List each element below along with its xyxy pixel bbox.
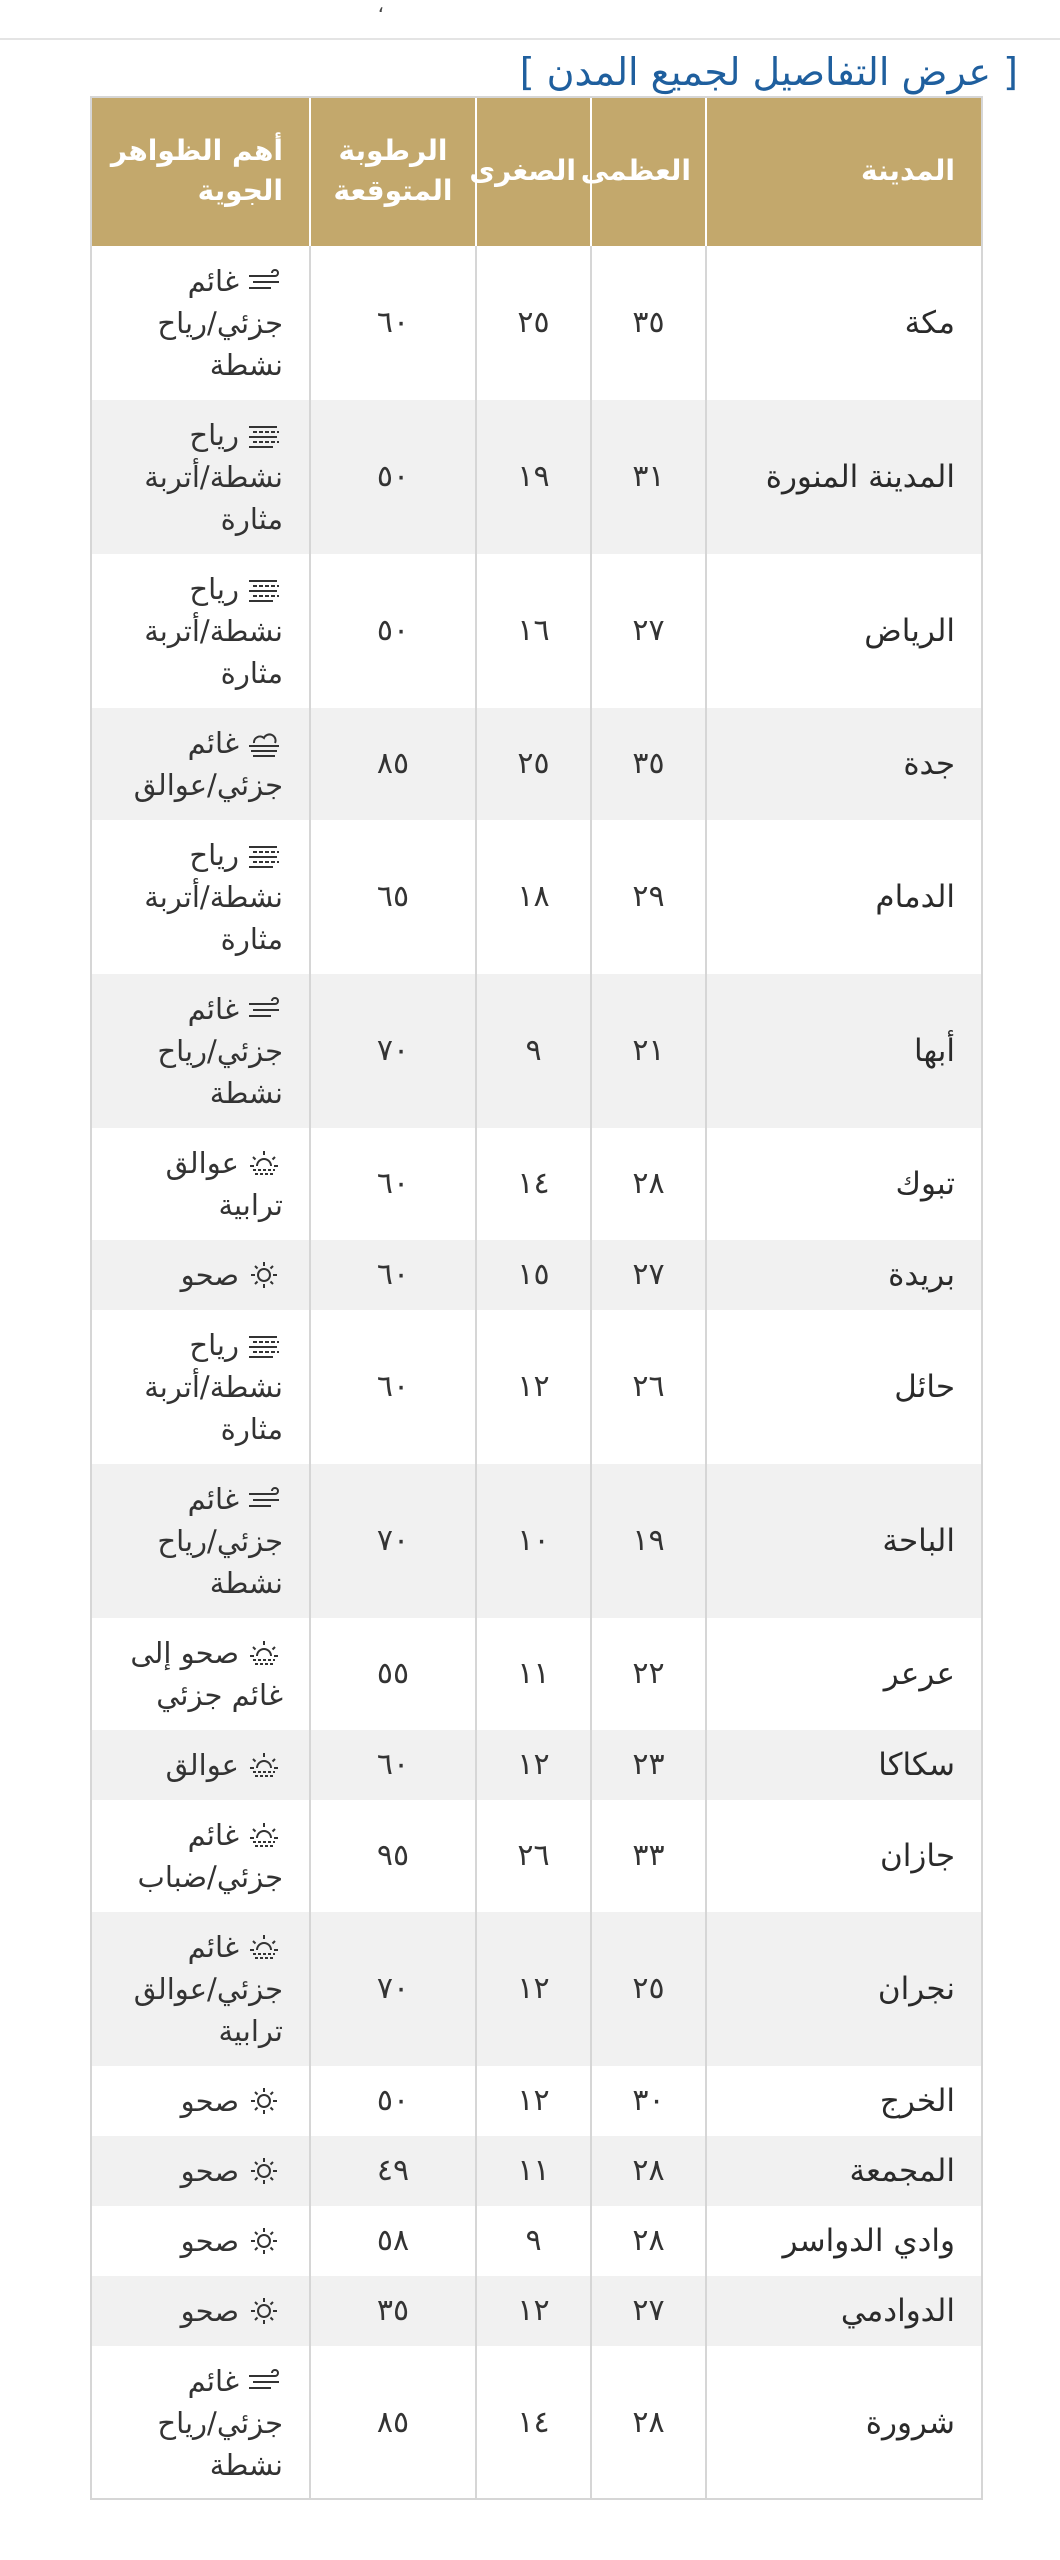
weather-cell bbox=[90, 1800, 310, 1912]
city-cell: الباحة bbox=[706, 1464, 983, 1618]
min-temp-cell: ١٨ bbox=[476, 820, 591, 974]
min-temp-cell: ٢٦ bbox=[476, 1800, 591, 1912]
city-cell: جازان bbox=[706, 1800, 983, 1912]
weather-text: رياح نشطة/أتربة مثارة bbox=[144, 418, 283, 536]
max-temp-cell: ٢٨ bbox=[591, 2136, 706, 2206]
table-row bbox=[90, 246, 983, 400]
humidity-cell: ٤٩ bbox=[310, 2136, 476, 2206]
max-temp-cell: ٢٧ bbox=[591, 554, 706, 708]
weather-text: صحو bbox=[180, 2084, 239, 2118]
header-city: المدينة bbox=[706, 96, 983, 246]
min-temp-cell: ١٤ bbox=[476, 2346, 591, 2500]
max-temp-cell: ٢٨ bbox=[591, 2346, 706, 2500]
table-row bbox=[90, 1618, 983, 1730]
wind-cloud-icon bbox=[245, 1482, 283, 1510]
weather-text: صحو إلى غائم جزئي bbox=[130, 1636, 283, 1712]
header-max-temp: العظمى bbox=[591, 96, 706, 246]
weather-cell bbox=[90, 1310, 310, 1464]
min-temp-cell: ١٢ bbox=[476, 2276, 591, 2346]
header-humidity: الرطوبة المتوقعة bbox=[310, 96, 476, 246]
table-header-row bbox=[90, 96, 983, 246]
weather-text: عوالق ترابية bbox=[165, 1146, 283, 1222]
weather-cell bbox=[90, 1912, 310, 2066]
weather-text: صحو bbox=[180, 2154, 239, 2188]
city-cell: تبوك bbox=[706, 1128, 983, 1240]
weather-cell bbox=[90, 2346, 310, 2500]
city-cell: مكة bbox=[706, 246, 983, 400]
sun-icon bbox=[245, 1258, 283, 1286]
table-row bbox=[90, 708, 983, 820]
max-temp-cell: ٣٥ bbox=[591, 708, 706, 820]
weather-cell bbox=[90, 1730, 310, 1800]
weather-cell bbox=[90, 2206, 310, 2276]
min-temp-cell: ١٢ bbox=[476, 1730, 591, 1800]
header-weather: أهم الظواهر الجوية bbox=[90, 96, 310, 246]
table-row bbox=[90, 1800, 983, 1912]
sun-icon bbox=[245, 2294, 283, 2322]
city-cell: الدوادمي bbox=[706, 2276, 983, 2346]
city-cell: عرعر bbox=[706, 1618, 983, 1730]
header-min-temp: الصغرى bbox=[476, 96, 591, 246]
weather-text: عوالق bbox=[165, 1748, 239, 1782]
min-temp-cell: ١٦ bbox=[476, 554, 591, 708]
min-temp-cell: ١١ bbox=[476, 2136, 591, 2206]
max-temp-cell: ٢٨ bbox=[591, 2206, 706, 2276]
max-temp-cell: ٢٥ bbox=[591, 1912, 706, 2066]
weather-cell bbox=[90, 974, 310, 1128]
dust-wind-icon bbox=[245, 1328, 283, 1356]
city-cell: جدة bbox=[706, 708, 983, 820]
haze-sun-icon bbox=[245, 1636, 283, 1664]
weather-cell bbox=[90, 554, 310, 708]
wind-cloud-icon bbox=[245, 992, 283, 1020]
city-cell: الخرج bbox=[706, 2066, 983, 2136]
max-temp-cell: ٣٣ bbox=[591, 1800, 706, 1912]
weather-text: رياح نشطة/أتربة مثارة bbox=[144, 838, 283, 956]
haze-sun-icon bbox=[245, 1748, 283, 1776]
table-row bbox=[90, 820, 983, 974]
humidity-cell: ٥٥ bbox=[310, 1618, 476, 1730]
humidity-cell: ٦٠ bbox=[310, 246, 476, 400]
city-cell: الرياض bbox=[706, 554, 983, 708]
top-divider bbox=[0, 38, 1060, 40]
humidity-cell: ٩٥ bbox=[310, 1800, 476, 1912]
weather-text: صحو bbox=[180, 2294, 239, 2328]
city-cell: شرورة bbox=[706, 2346, 983, 2500]
humidity-cell: ٥٨ bbox=[310, 2206, 476, 2276]
weather-text: صحو bbox=[180, 1258, 239, 1292]
city-cell: المجمعة bbox=[706, 2136, 983, 2206]
weather-cell bbox=[90, 1128, 310, 1240]
weather-text: غائم جزئي/عوالق bbox=[133, 726, 283, 802]
table-row bbox=[90, 1912, 983, 2066]
weather-cell bbox=[90, 246, 310, 400]
sun-icon bbox=[245, 2084, 283, 2112]
weather-text: غائم جزئي/رياح نشطة bbox=[157, 2364, 283, 2482]
weather-text: صحو bbox=[180, 2224, 239, 2258]
table-body bbox=[90, 246, 983, 2500]
city-cell: حائل bbox=[706, 1310, 983, 1464]
weather-cell bbox=[90, 2066, 310, 2136]
min-temp-cell: ١٢ bbox=[476, 1310, 591, 1464]
table-row bbox=[90, 2276, 983, 2346]
weather-cell bbox=[90, 2136, 310, 2206]
dust-wind-icon bbox=[245, 838, 283, 866]
weather-text: غائم جزئي/رياح نشطة bbox=[157, 1482, 283, 1600]
haze-sun-icon bbox=[245, 1146, 283, 1174]
min-temp-cell: ٢٥ bbox=[476, 246, 591, 400]
humidity-cell: ٧٠ bbox=[310, 1464, 476, 1618]
max-temp-cell: ١٩ bbox=[591, 1464, 706, 1618]
max-temp-cell: ٢٩ bbox=[591, 820, 706, 974]
cropped-text-fragment: ، bbox=[377, 0, 384, 17]
max-temp-cell: ٢١ bbox=[591, 974, 706, 1128]
table-row bbox=[90, 1464, 983, 1618]
haze-sun-icon bbox=[245, 1930, 283, 1958]
table-row bbox=[90, 974, 983, 1128]
cities-weather-table-container bbox=[90, 96, 983, 2500]
humidity-cell: ٣٥ bbox=[310, 2276, 476, 2346]
humidity-cell: ٧٠ bbox=[310, 974, 476, 1128]
humidity-cell: ٨٥ bbox=[310, 708, 476, 820]
weather-cell bbox=[90, 1618, 310, 1730]
min-temp-cell: ١٢ bbox=[476, 2066, 591, 2136]
table-row bbox=[90, 554, 983, 708]
min-temp-cell: ٩ bbox=[476, 974, 591, 1128]
city-cell: سكاكا bbox=[706, 1730, 983, 1800]
haze-cloud-icon bbox=[245, 726, 283, 754]
max-temp-cell: ٢٧ bbox=[591, 2276, 706, 2346]
weather-text: غائم جزئي/رياح نشطة bbox=[157, 264, 283, 382]
max-temp-cell: ٢٦ bbox=[591, 1310, 706, 1464]
min-temp-cell: ٢٥ bbox=[476, 708, 591, 820]
min-temp-cell: ١٩ bbox=[476, 400, 591, 554]
weather-cell bbox=[90, 1240, 310, 1310]
table-row bbox=[90, 2206, 983, 2276]
weather-text: رياح نشطة/أتربة مثارة bbox=[144, 1328, 283, 1446]
weather-cell bbox=[90, 400, 310, 554]
max-temp-cell: ٢٣ bbox=[591, 1730, 706, 1800]
max-temp-cell: ٣٥ bbox=[591, 246, 706, 400]
show-all-cities-link[interactable]: [ عرض التفاصيل لجميع المدن ] bbox=[519, 50, 1018, 94]
sun-icon bbox=[245, 2224, 283, 2252]
table-row bbox=[90, 2066, 983, 2136]
humidity-cell: ٦٠ bbox=[310, 1128, 476, 1240]
weather-cell bbox=[90, 820, 310, 974]
weather-text: غائم جزئي/رياح نشطة bbox=[157, 992, 283, 1110]
humidity-cell: ٨٥ bbox=[310, 2346, 476, 2500]
table-row bbox=[90, 1128, 983, 1240]
haze-sun-icon bbox=[245, 1818, 283, 1846]
table-row bbox=[90, 2346, 983, 2500]
min-temp-cell: ١٥ bbox=[476, 1240, 591, 1310]
max-temp-cell: ٣٠ bbox=[591, 2066, 706, 2136]
weather-text: غائم جزئي/عوالق ترابية bbox=[133, 1930, 283, 2048]
min-temp-cell: ١١ bbox=[476, 1618, 591, 1730]
weather-text: رياح نشطة/أتربة مثارة bbox=[144, 572, 283, 690]
sun-icon bbox=[245, 2154, 283, 2182]
table-row bbox=[90, 1240, 983, 1310]
min-temp-cell: ١٠ bbox=[476, 1464, 591, 1618]
humidity-cell: ٦٠ bbox=[310, 1310, 476, 1464]
dust-wind-icon bbox=[245, 418, 283, 446]
table-row bbox=[90, 1730, 983, 1800]
cities-weather-table bbox=[90, 96, 983, 2500]
max-temp-cell: ٢٢ bbox=[591, 1618, 706, 1730]
humidity-cell: ٥٠ bbox=[310, 2066, 476, 2136]
city-cell: نجران bbox=[706, 1912, 983, 2066]
dust-wind-icon bbox=[245, 572, 283, 600]
humidity-cell: ٧٠ bbox=[310, 1912, 476, 2066]
weather-text: غائم جزئي/ضباب bbox=[137, 1818, 283, 1894]
max-temp-cell: ٣١ bbox=[591, 400, 706, 554]
city-cell: المدينة المنورة bbox=[706, 400, 983, 554]
wind-cloud-icon bbox=[245, 2364, 283, 2392]
wind-cloud-icon bbox=[245, 264, 283, 292]
city-cell: الدمام bbox=[706, 820, 983, 974]
min-temp-cell: ١٤ bbox=[476, 1128, 591, 1240]
weather-cell bbox=[90, 1464, 310, 1618]
city-cell: بريدة bbox=[706, 1240, 983, 1310]
min-temp-cell: ٩ bbox=[476, 2206, 591, 2276]
table-row bbox=[90, 1310, 983, 1464]
humidity-cell: ٦٥ bbox=[310, 820, 476, 974]
humidity-cell: ٦٠ bbox=[310, 1240, 476, 1310]
city-cell: وادي الدواسر bbox=[706, 2206, 983, 2276]
humidity-cell: ٥٠ bbox=[310, 400, 476, 554]
weather-cell bbox=[90, 2276, 310, 2346]
weather-cell bbox=[90, 708, 310, 820]
max-temp-cell: ٢٨ bbox=[591, 1128, 706, 1240]
humidity-cell: ٥٠ bbox=[310, 554, 476, 708]
min-temp-cell: ١٢ bbox=[476, 1912, 591, 2066]
city-cell: أبها bbox=[706, 974, 983, 1128]
table-row bbox=[90, 400, 983, 554]
max-temp-cell: ٢٧ bbox=[591, 1240, 706, 1310]
humidity-cell: ٦٠ bbox=[310, 1730, 476, 1800]
table-row bbox=[90, 2136, 983, 2206]
